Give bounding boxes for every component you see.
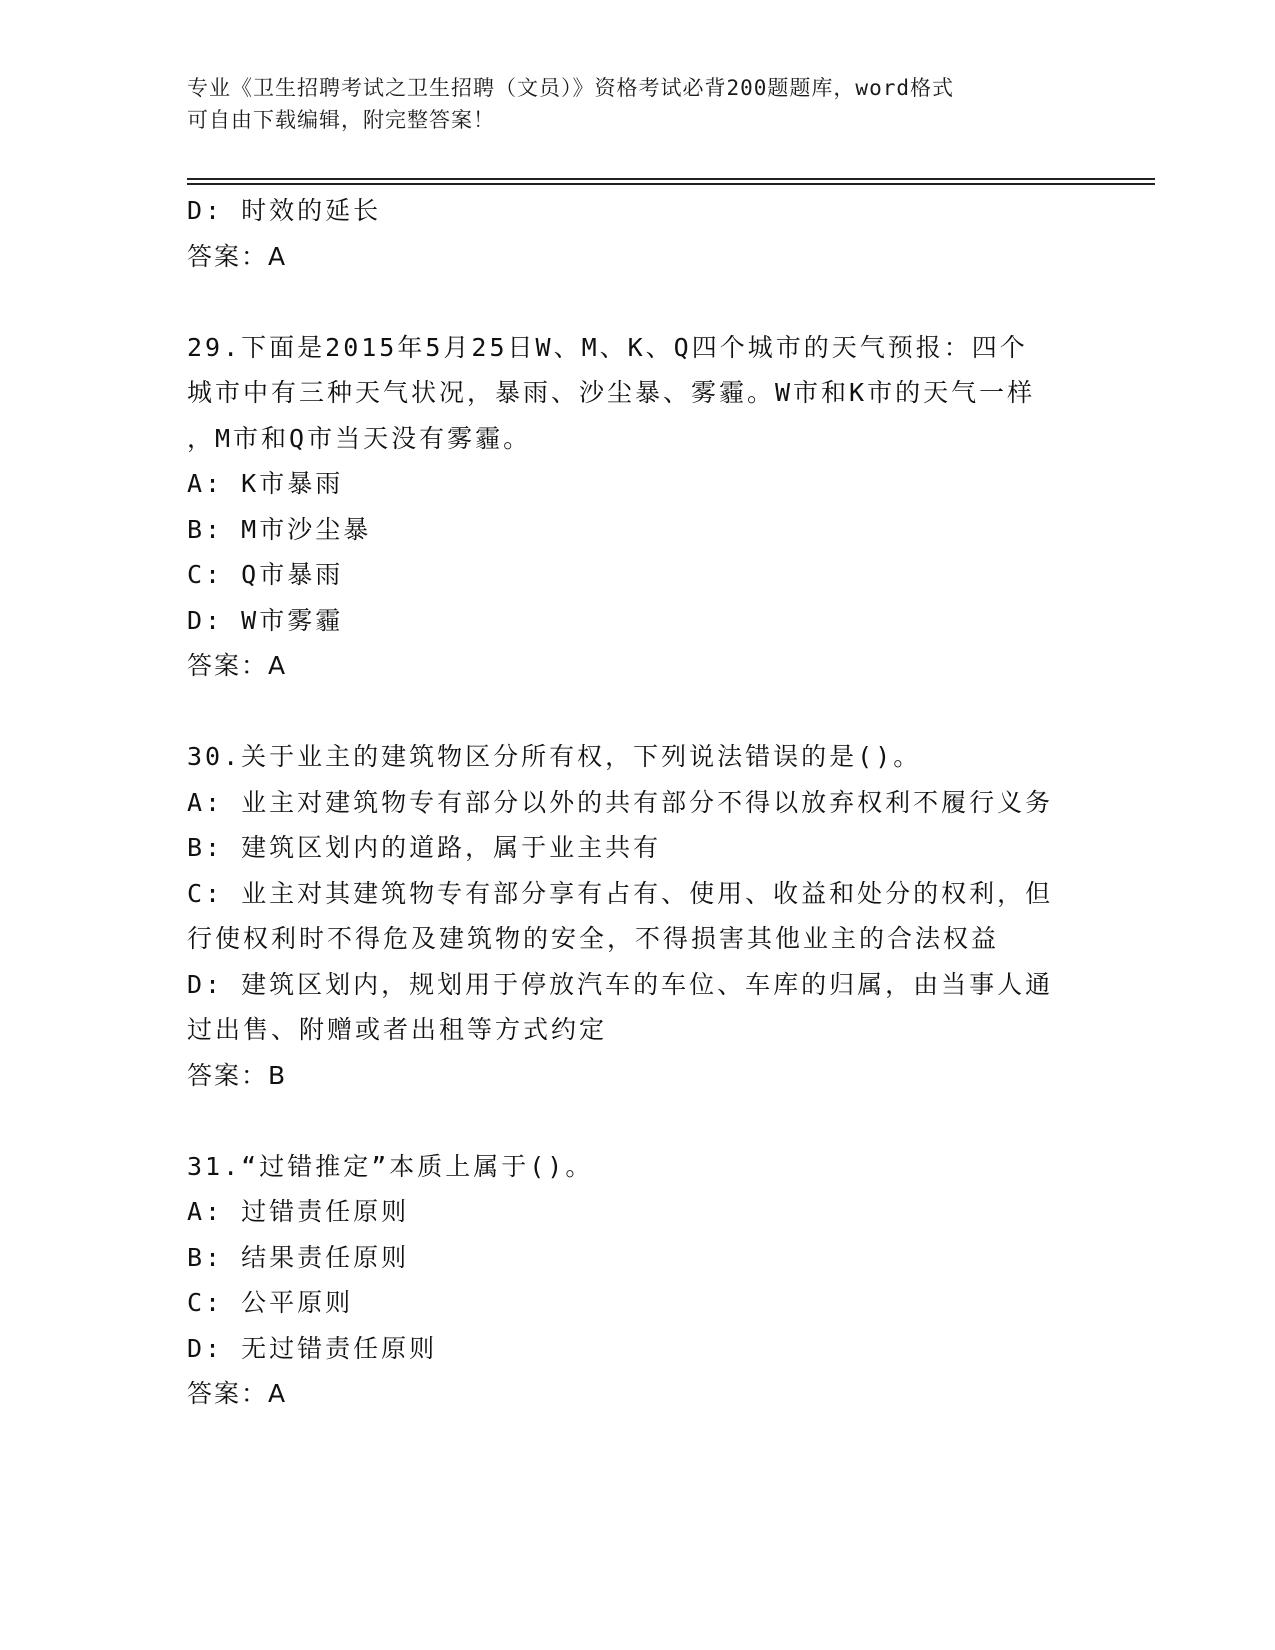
header-line-2: 可自由下载编辑，附完整答案！: [187, 108, 495, 132]
option-d: D: 时效的延长: [187, 196, 382, 225]
answer-line: 答案：A: [187, 651, 288, 680]
spacer: [187, 689, 1087, 735]
question-29: [187, 325, 1087, 689]
document-body: [187, 188, 1087, 1417]
question-text: 29.下面是2015年5月25日W、M、K、Q四个城市的天气预报：四个: [187, 332, 1028, 362]
option-c: C: 公平原则: [187, 1288, 354, 1317]
spacer: [187, 1098, 1087, 1144]
question-text: 30.关于业主的建筑物区分所有权，下列说法错误的是()。: [187, 742, 922, 771]
option-c-continued: 行使权利时不得危及建筑物的安全，不得损害其他业主的合法权益: [187, 924, 1000, 953]
header-line-1: 专业《卫生招聘考试之卫生招聘（文员）》资格考试必背200题题库，word格式: [187, 76, 954, 100]
question-text: 城市中有三种天气状况，暴雨、沙尘暴、雾霾。W市和K市的天气一样: [187, 378, 1036, 407]
question-28-tail: [187, 188, 1087, 279]
question-30: [187, 734, 1087, 1098]
option-d: D: 建筑区划内，规划用于停放汽车的车位、车库的归属，由当事人通: [187, 969, 1054, 999]
question-text: 31.“过错推定”本质上属于()。: [187, 1151, 594, 1181]
document-header: [187, 72, 1087, 136]
option-b: B: M市沙尘暴: [187, 514, 372, 544]
option-d-continued: 过出售、附赠或者出租等方式约定: [187, 1015, 608, 1044]
option-a: A: 业主对建筑物专有部分以外的共有部分不得以放弃权利不履行义务: [187, 787, 1054, 817]
answer-line: 答案：B: [187, 1060, 288, 1090]
option-a: A: 过错责任原则: [187, 1197, 410, 1226]
answer-line: 答案：A: [187, 241, 288, 271]
header-divider-top: [187, 178, 1155, 180]
option-a: A: K市暴雨: [187, 469, 344, 498]
option-b: B: 结果责任原则: [187, 1242, 410, 1272]
header-divider-bottom: [187, 183, 1155, 185]
option-c: C: Q市暴雨: [187, 560, 344, 589]
option-d: D: W市雾霾: [187, 605, 344, 635]
question-31: [187, 1144, 1087, 1417]
option-b: B: 建筑区划内的道路，属于业主共有: [187, 833, 662, 862]
spacer: [187, 279, 1087, 325]
option-c: C: 业主对其建筑物专有部分享有占有、使用、收益和处分的权利，但: [187, 878, 1054, 908]
answer-line: 答案：A: [187, 1379, 288, 1408]
question-text: ，M市和Q市当天没有雾霾。: [187, 423, 532, 453]
option-d: D: 无过错责任原则: [187, 1333, 438, 1363]
